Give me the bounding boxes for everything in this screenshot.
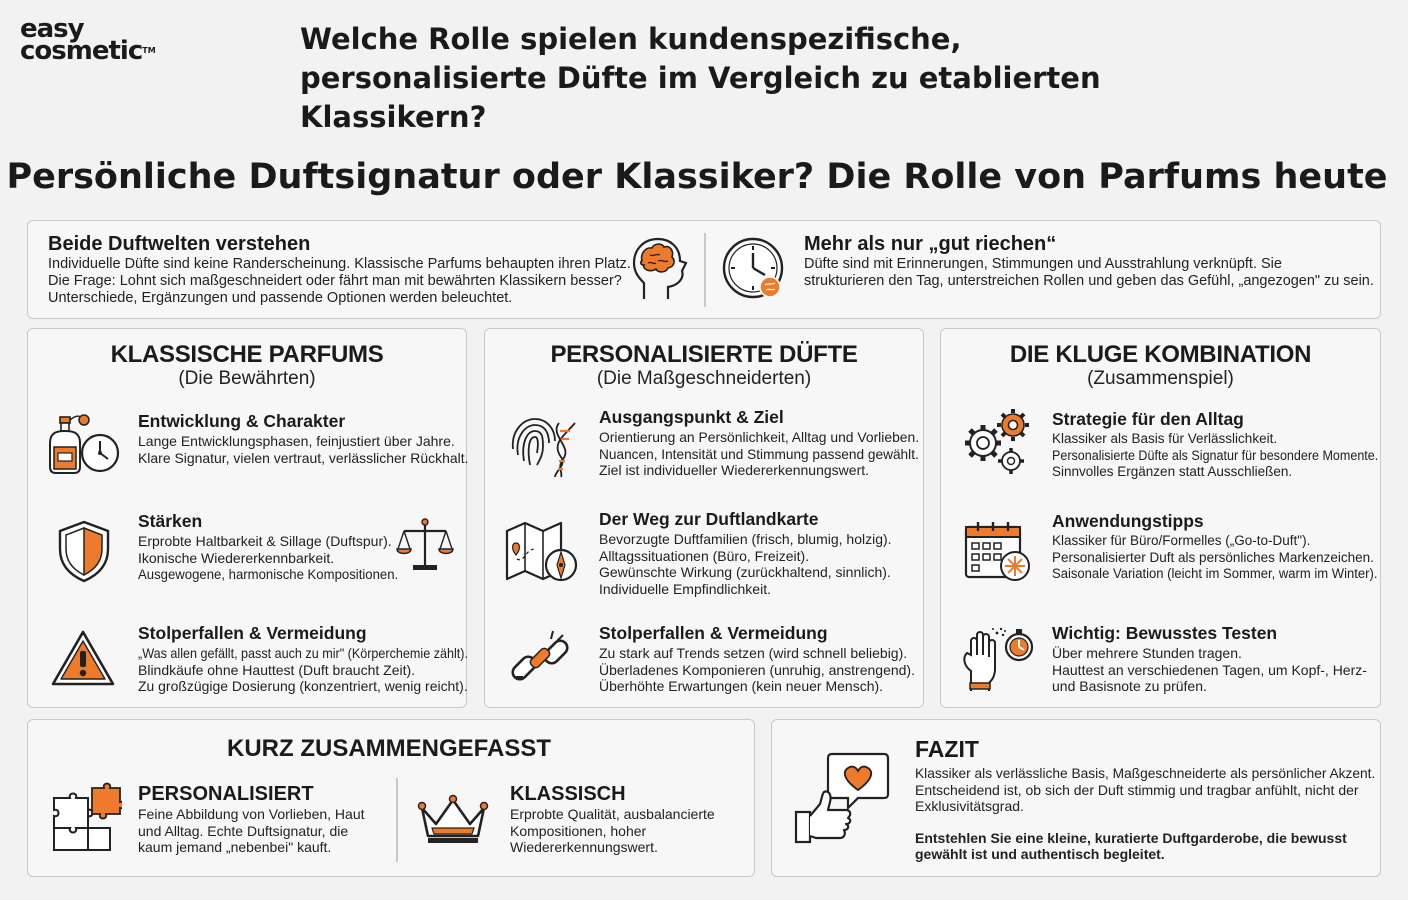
item-line: Nuancen, Intensität und Stimmung passend gewählt. [599, 445, 919, 462]
summary-classic-title: KLASSISCH [510, 783, 626, 805]
crown-icon [416, 794, 490, 844]
item-line: Gewünschte Wirkung (zurückhaltend, sinnlich). [599, 564, 891, 580]
item-line: Erprobte Haltbarkeit & Sillage (Duftspur). [138, 533, 392, 549]
logo [20, 14, 180, 68]
item-title: Anwendungstipps [1052, 511, 1204, 531]
column-classic [27, 328, 467, 708]
item-title: Entwicklung & Charakter [138, 411, 346, 431]
summary-personal-title: PERSONALISIERT [138, 783, 314, 805]
column-title: PERSONALISIERTE DÜFTE [550, 341, 858, 368]
item-line: Kompositionen, hoher [510, 822, 647, 839]
item-line: „Was allen gefällt, passt auch zu mir" (Körperchemie zählt). [138, 645, 468, 661]
combo-item-tips [1052, 511, 1378, 583]
item-line: Erprobte Qualität, ausbalancierte [510, 806, 715, 822]
item-title: Wichtig: Bewusstes Testen [1052, 623, 1278, 643]
item-line: Zu stark auf Trends setzen (wird schnell beliebig). [599, 645, 908, 661]
item-line: Feine Abbildung von Vorlieben, Haut [138, 806, 365, 822]
logo-line-2: cosmetic [20, 36, 143, 66]
fazit-line: Klassiker als verlässliche Basis, Maßgeschneiderte als persönlicher Akzent. [915, 765, 1376, 781]
item-line: Personalisierter Duft als persönliches Markenzeichen. [1052, 549, 1374, 565]
intro-left-title: Beide Duftwelten verstehen [48, 233, 311, 255]
item-line: Überhöhte Erwartungen (kein neuer Mensch). [599, 678, 884, 694]
item-title: Stolperfallen & Vermeidung [599, 623, 828, 643]
puzzle-icon [50, 782, 122, 854]
summary-title: KURZ ZUSAMMENGEFASST [227, 735, 551, 762]
item-title: Strategie für den Alltag [1052, 409, 1244, 429]
item-title: Der Weg zur Duftlandkarte [599, 509, 819, 529]
summary-classic [510, 782, 750, 856]
item-line: Alltagssituationen (Büro, Freizeit). [599, 547, 810, 564]
intro-right-line: strukturieren den Tag, unterstreichen Rollen und geben das Gefühl, „angezogen" zu sein. [804, 273, 1374, 289]
combo-item-strategy [1052, 409, 1378, 481]
clock-icon [721, 235, 787, 303]
item-line: Klassiker für Büro/Formelles („Go-to-Duft"). [1052, 533, 1311, 548]
summary-divider [396, 778, 398, 862]
item-line: Über mehrere Stunden tragen. [1052, 645, 1242, 661]
logo-trademark: TM [142, 46, 156, 55]
item-line: Überladenes Komponieren (unruhig, anstrengend). [599, 661, 915, 678]
item-line: Personalisierte Düfte als Signatur für besondere Momente. [1052, 447, 1379, 463]
item-line: Orientierung an Persönlichkeit, Alltag und Vorlieben. [599, 429, 920, 445]
item-line: Klassiker als Basis für Verlässlichkeit. [1052, 431, 1278, 446]
item-line: Bevorzugte Duftfamilien (frisch, blumig, holzig). [599, 531, 892, 547]
fazit-line: Entscheidend ist, ob sich der Duft stimmig und tragbar anfühlt, nicht der [915, 781, 1359, 798]
combo-item-testing [1052, 623, 1378, 695]
intro-right-title: Mehr als nur „gut riechen“ [804, 233, 1057, 255]
fazit-bold-line: Entstehlen Sie eine kleine, kuratierte Duftgarderobe, die bewusst [915, 829, 1347, 846]
logo-line-1: easy [20, 14, 84, 44]
item-line: Ausgewogene, harmonische Kompositionen. [138, 566, 399, 582]
intro-panel [27, 220, 1381, 319]
perfume-bottle-clock-icon [44, 413, 122, 479]
calendar-icon [963, 519, 1033, 583]
classic-item-strengths [138, 511, 398, 583]
thumbs-up-heart-icon [792, 750, 892, 846]
summary-panel [27, 719, 755, 877]
fingerprint-dna-icon [503, 409, 583, 479]
item-line: und Basisnote zu prüfen. [1052, 678, 1207, 694]
broken-chain-icon [507, 627, 573, 693]
column-personalized [484, 328, 924, 708]
gears-icon [961, 407, 1035, 479]
item-line: kaum jemand „nebenbei" kauft. [138, 839, 332, 855]
item-title: Stolperfallen & Vermeidung [138, 623, 367, 643]
fazit-line: Exklusivitätsgrad. [915, 798, 1024, 814]
main-title: Persönliche Duftsignatur oder Klassiker? Die Rolle von Parfums heute [6, 157, 1388, 197]
intro-left-line: Unterschiede, Ergänzungen und passende Optionen werden beleuchtet. [48, 290, 513, 306]
item-line: Blindkäufe ohne Hauttest (Duft braucht Zeit). [138, 661, 416, 678]
item-title: Stärken [138, 511, 203, 531]
column-title: DIE KLUGE KOMBINATION [1009, 341, 1312, 368]
item-line: und Alltag. Echte Duftsignatur, die [138, 822, 349, 839]
item-line: Lange Entwicklungsphasen, feinjustiert über Jahre. [138, 433, 455, 449]
item-title: Ausgangspunkt & Ziel [599, 407, 784, 427]
summary-personal [138, 782, 398, 856]
item-line: Klare Signatur, vielen vertraut, verlässlicher Rückhalt. [138, 449, 469, 466]
brain-head-icon [628, 233, 692, 303]
column-title: KLASSISCHE PARFUMS [110, 341, 384, 368]
item-line: Hauttest an verschiedenen Tagen, um Kopf-, Herz- [1052, 661, 1367, 678]
shield-icon [56, 519, 112, 583]
column-subtitle: (Die Maßgeschneiderten) [596, 368, 812, 389]
column-subtitle: (Zusammenspiel) [1087, 368, 1234, 389]
item-line: Sinnvolles Ergänzen statt Ausschließen. [1052, 464, 1293, 479]
fazit-content [915, 736, 1375, 863]
item-line: Ziel ist individueller Wiedererkennungswert. [599, 462, 870, 478]
intro-right-line: Düfte sind mit Erinnerungen, Stimmungen und Ausstrahlung verknüpft. Sie [804, 256, 1282, 272]
classic-item-pitfalls [138, 623, 468, 695]
intro-divider [704, 233, 706, 307]
item-line: Ikonische Wiedererkennbarkeit. [138, 549, 335, 566]
personal-item-pitfalls [599, 623, 919, 695]
wrist-spray-stopwatch-icon [959, 625, 1039, 695]
fazit-bold-line: gewählt ist und authentisch begleitet. [915, 846, 1165, 862]
item-line: Individuelle Empfindlichkeit. [599, 580, 771, 597]
item-line: Wiedererkennungswert. [510, 839, 658, 855]
map-compass-icon [503, 519, 581, 585]
classic-item-development [138, 411, 468, 466]
item-line: Saisonale Variation (leicht im Sommer, warm im Winter). [1052, 566, 1378, 581]
personal-item-start [599, 407, 919, 479]
warning-icon [50, 629, 116, 687]
fazit-panel [771, 719, 1381, 877]
intro-left-line: Die Frage: Lohnt sich maßgeschneidert oder fährt man mit bewährten Klassikern besser? [48, 273, 622, 289]
personal-item-map [599, 509, 919, 597]
fazit-title: FAZIT [915, 736, 979, 762]
item-line: Zu großzügige Dosierung (konzentriert, wenig reicht). [138, 678, 468, 694]
intro-left-line: Individuelle Düfte sind keine Randerscheinung. Klassische Parfums behaupten ihren Platz. [48, 256, 631, 272]
column-combination [940, 328, 1381, 708]
question-heading: Welche Rolle spielen kundenspezifische, personalisierte Düfte im Vergleich zu etablierten Klassikern? [300, 22, 1101, 134]
scales-icon [396, 517, 454, 573]
column-subtitle: (Die Bewährten) [178, 368, 316, 389]
